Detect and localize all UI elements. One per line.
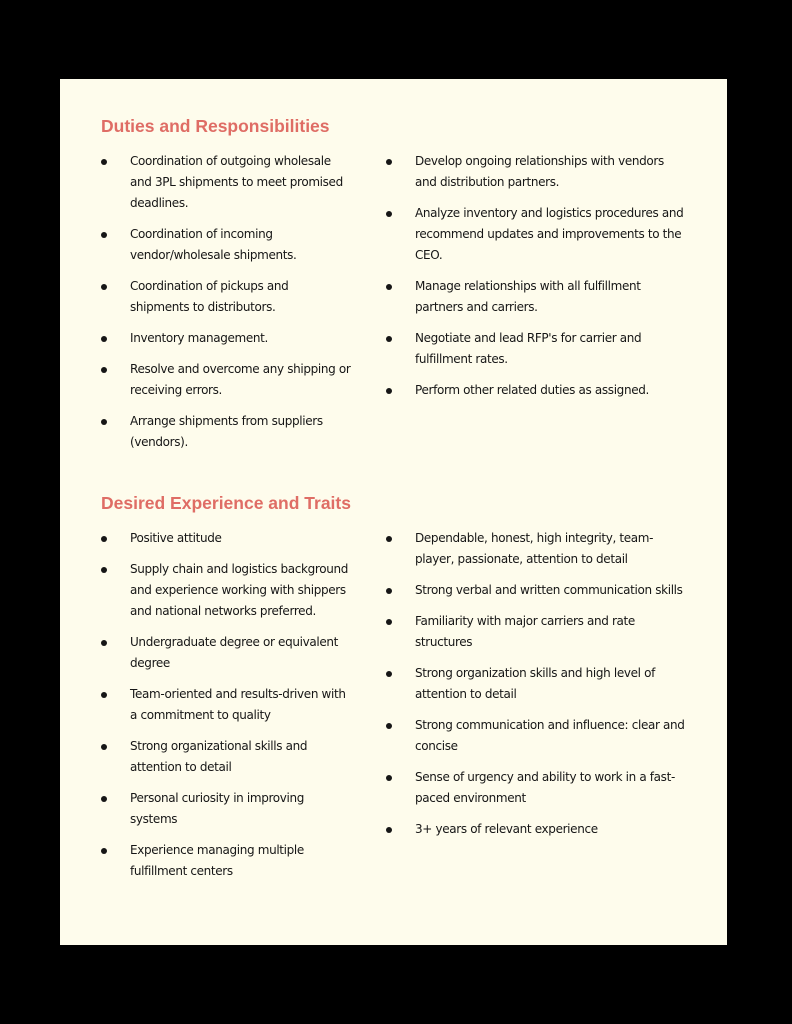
bullet-icon [386, 336, 392, 342]
traits-list-item [386, 580, 686, 601]
traits-heading: Desired Experience and Traits [101, 493, 351, 513]
duties-list-item [386, 328, 686, 370]
document-page [60, 79, 727, 945]
traits-item-text: Supply chain and logistics background and experience working with shippers and national networks preferred. [130, 562, 349, 618]
bullet-icon [386, 588, 392, 594]
duties-item-text: Analyze inventory and logistics procedures and recommend updates and improvements to the CEO. [415, 206, 684, 262]
duties-item-text: Resolve and overcome any shipping or receiving errors. [130, 362, 351, 397]
traits-list-item [101, 632, 351, 674]
traits-item-text: Strong communication and influence: clear and concise [415, 718, 685, 753]
duties-list-item [101, 276, 351, 318]
traits-columns [101, 528, 711, 878]
duties-item-text: Negotiate and lead RFP's for carrier and fulfillment rates. [415, 331, 642, 366]
traits-list-right [386, 528, 686, 850]
duties-item-text: Coordination of incoming vendor/wholesale shipments. [130, 227, 297, 262]
duties-item-text: Arrange shipments from suppliers (vendors). [130, 414, 323, 449]
duties-list-left [101, 151, 351, 463]
traits-list-item [386, 819, 686, 840]
duties-heading: Duties and Responsibilities [101, 116, 330, 136]
traits-list-item [386, 767, 686, 809]
duties-item-text: Perform other related duties as assigned. [415, 383, 649, 397]
traits-item-text: Strong organizational skills and attention to detail [130, 739, 308, 774]
bullet-icon [386, 536, 392, 542]
bullet-icon [386, 827, 392, 833]
traits-item-text: Team-oriented and results-driven with a commitment to quality [130, 687, 346, 722]
traits-list-item [101, 559, 351, 622]
bullet-icon [101, 744, 107, 750]
traits-item-text: Positive attitude [130, 531, 222, 545]
duties-list-item [101, 359, 351, 401]
duties-columns [101, 151, 711, 471]
bullet-icon [101, 640, 107, 646]
bullet-icon [101, 692, 107, 698]
bullet-icon [101, 567, 107, 573]
bullet-icon [386, 723, 392, 729]
bullet-icon [101, 796, 107, 802]
duties-item-text: Develop ongoing relationships with vendors and distribution partners. [415, 154, 664, 189]
bullet-icon [101, 419, 107, 425]
duties-list-item [101, 151, 351, 214]
traits-item-text: Dependable, honest, high integrity, team-player, passionate, attention to detail [415, 531, 654, 566]
traits-item-text: Strong organization skills and high level of attention to detail [415, 666, 655, 701]
traits-item-text: Strong verbal and written communication skills [415, 583, 683, 597]
traits-list-item [101, 528, 351, 549]
bullet-icon [101, 159, 107, 165]
duties-list-item [386, 380, 686, 401]
bullet-icon [101, 336, 107, 342]
duties-item-text: Inventory management. [130, 331, 268, 345]
duties-item-text: Manage relationships with all fulfillment partners and carriers. [415, 279, 641, 314]
traits-list-item [386, 663, 686, 705]
traits-list-item [101, 840, 351, 882]
duties-list-right [386, 151, 686, 411]
duties-list-item [386, 276, 686, 318]
bullet-icon [386, 619, 392, 625]
bullet-icon [386, 775, 392, 781]
bullet-icon [101, 232, 107, 238]
traits-item-text: Familiarity with major carriers and rate structures [415, 614, 635, 649]
duties-list-item [101, 224, 351, 266]
traits-item-text: Experience managing multiple fulfillment centers [130, 843, 304, 878]
duties-list-item [386, 151, 686, 193]
bullet-icon [101, 536, 107, 542]
traits-item-text: 3+ years of relevant experience [415, 822, 598, 836]
bullet-icon [386, 284, 392, 290]
traits-section [101, 492, 711, 878]
traits-item-text: Undergraduate degree or equivalent degree [130, 635, 338, 670]
bullet-icon [386, 671, 392, 677]
traits-list-item [386, 528, 686, 570]
duties-list-item [386, 203, 686, 266]
traits-list-item [101, 684, 351, 726]
traits-list-left [101, 528, 351, 892]
traits-list-item [101, 736, 351, 778]
duties-section [101, 115, 711, 471]
traits-item-text: Sense of urgency and ability to work in a fast-paced environment [415, 770, 675, 805]
bullet-icon [386, 388, 392, 394]
bullet-icon [101, 367, 107, 373]
bullet-icon [386, 159, 392, 165]
duties-list-item [101, 411, 351, 453]
traits-item-text: Personal curiosity in improving systems [130, 791, 305, 826]
bullet-icon [386, 211, 392, 217]
duties-list-item [101, 328, 351, 349]
duties-item-text: Coordination of outgoing wholesale and 3PL shipments to meet promised deadlines. [130, 154, 343, 210]
traits-list-item [386, 715, 686, 757]
bullet-icon [101, 848, 107, 854]
traits-list-item [101, 788, 351, 830]
duties-item-text: Coordination of pickups and shipments to distributors. [130, 279, 289, 314]
traits-list-item [386, 611, 686, 653]
bullet-icon [101, 284, 107, 290]
